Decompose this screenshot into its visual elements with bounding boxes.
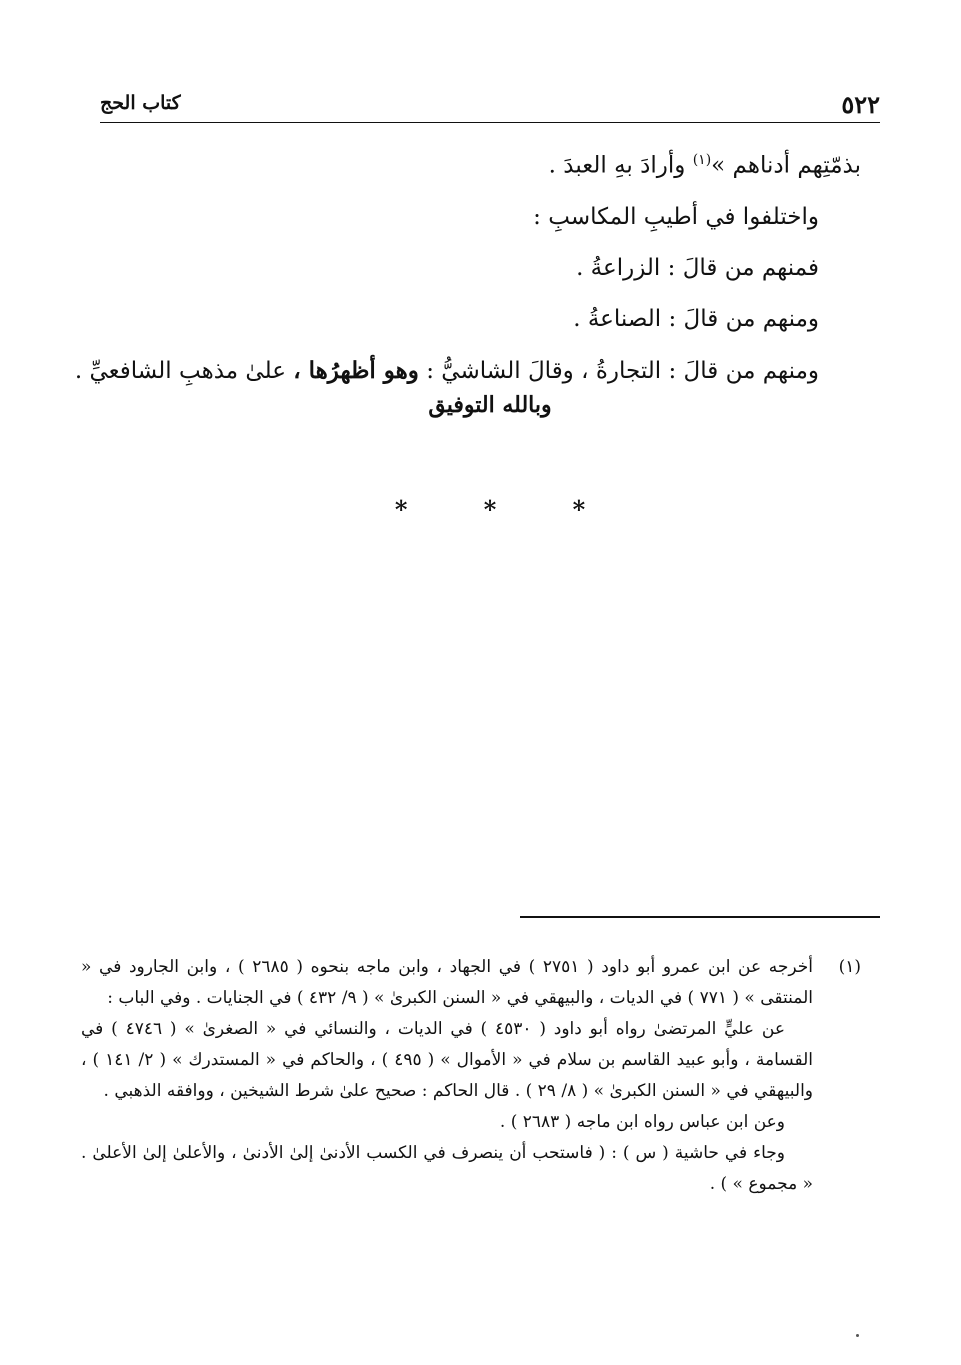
footnote-paragraph: عن عليٍّ المرتضىٰ رواه أبو داود ( ٤٥٣٠ ) في الديات ، والنسائي في « الصغرىٰ » ( ٤٧٤٦ ) في القسامة ، وأبو عبيد القاسم بن سلام في « الأموال » ( ٤٩٥ ) ، والحاكم في « المستدرك » ( ٢/ ١٤١ ) ، والبيهقي في « السنن الكبرىٰ » ( ٨/ ٢٩ ) . قال الحاكم : صحيح علىٰ شرط الشيخين ، ووافقه الذهبي . xyxy=(81,1019,813,1101)
section-separator: * * * xyxy=(394,495,620,524)
emphasized-text: وهو أظهرُها ، xyxy=(293,356,419,384)
text-line: فمنهم من قالَ : الزراعةُ . xyxy=(576,254,819,281)
footnote-divider xyxy=(520,916,880,918)
text-line xyxy=(101,135,861,192)
footnote-number: (١) xyxy=(838,957,861,977)
footnote-text: أخرجه عن ابن عمرو أبو داود ( ٢٧٥١ ) في الجهاد ، وابن ماجه بنحوه ( ٢٦٨٥ ) ، وابن الجارود في « المنتقى » ( ٧٧١ ) في الديات ، والبيهقي في « السنن الكبرىٰ » ( ٩/ ٤٣٢ ) في الجنايات . وفي الباب : xyxy=(81,957,813,1008)
text-segment: بذمّتِهم أدناهم » xyxy=(711,152,861,179)
page-header xyxy=(100,84,880,123)
text-line: ومنهم من قالَ : الصناعةُ . xyxy=(573,305,819,332)
text-segment: علىٰ مذهبِ الشافعيِّ . xyxy=(74,357,286,384)
footnote-paragraph xyxy=(81,952,861,1014)
text-segment: وأرادَ بهِ العبدَ . xyxy=(548,152,686,179)
book-title: كتاب الحج xyxy=(100,92,181,114)
closing-phrase: وبالله التوفيق xyxy=(428,392,552,418)
text-line xyxy=(74,345,861,397)
text-line: واختلفوا في أطيبِ المكاسبِ : xyxy=(533,203,819,230)
text-segment: ومنهم من قالَ : التجارةُ ، وقالَ الشاشيُّ : xyxy=(426,357,819,384)
footnotes xyxy=(81,952,861,1200)
footnote-paragraph: وجاء في حاشية ( س ) : ( فاستحب أن ينصرف في الكسب الأدنىٰ إلىٰ الأدنىٰ ، والأعلىٰ إلىٰ الأعلىٰ . « مجموع » ) . xyxy=(81,1143,813,1194)
footnote-paragraph: وعن ابن عباس رواه ابن ماجه ( ٢٦٨٣ ) . xyxy=(499,1112,785,1132)
page-number: ٥٢٢ xyxy=(841,90,880,119)
main-text xyxy=(74,135,861,397)
footnote-reference[interactable]: (١) xyxy=(692,152,712,168)
scan-speck xyxy=(856,1334,859,1337)
